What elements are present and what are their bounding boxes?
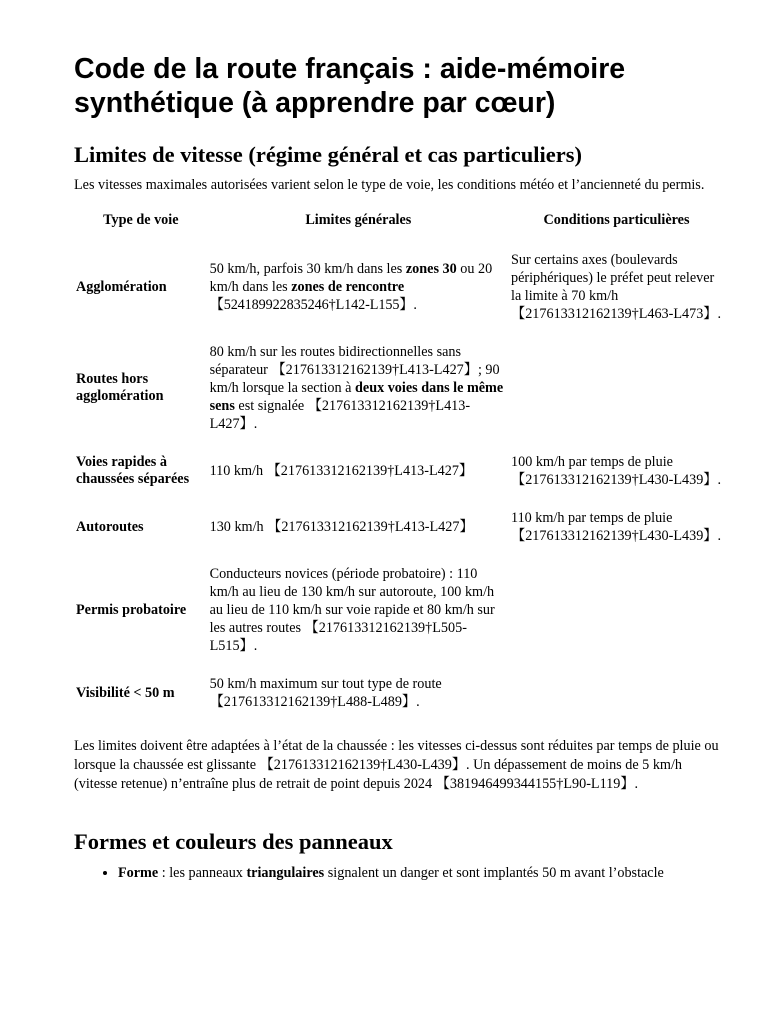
row-limits: 50 km/h maximum sur tout type de route 【217613312162139†L488-L489】. (209, 676, 442, 710)
table-row (74, 251, 724, 343)
row-conditions: Sur certains axes (boulevards périphériques) le préfet peut relever la limite à 70 km/h 【217613312162139†L463-L473】. (511, 252, 722, 322)
row-type: Agglomération (76, 278, 167, 295)
table-row (74, 675, 724, 731)
limits-text: 50 km/h, parfois 30 km/h dans les (209, 261, 406, 277)
bullet-text: signalent un danger et sont implantés 50 m avant l’obstacle (324, 865, 664, 881)
limits-text: 80 km/h sur les routes bidirectionnelles sans séparateur 【217613312162139†L413-L427】; 90 km/h lorsque la section à (209, 344, 500, 396)
column-header-limits: Limites générales (305, 212, 412, 228)
row-conditions (509, 565, 724, 675)
column-header-type: Type de voie (103, 212, 179, 228)
row-limits (208, 251, 509, 343)
row-conditions (509, 343, 724, 453)
column-header-conditions: Conditions particulières (543, 212, 690, 228)
row-limits (208, 343, 509, 453)
signs-heading: Formes et couleurs des panneaux (74, 829, 393, 854)
table-row (74, 343, 724, 453)
row-limits: 110 km/h 【217613312162139†L413-L427】 (209, 463, 474, 479)
row-conditions: 100 km/h par temps de pluie 【217613312162139†L430-L439】. (511, 454, 722, 488)
row-type: Voies rapides à chaussées séparées (76, 454, 190, 487)
speed-limits-intro: Les vitesses maximales autorisées varient selon le type de voie, les conditions météo et l’ancienneté du permis. (74, 177, 705, 193)
bullet-label: Forme (118, 865, 159, 881)
row-type: Autoroutes (76, 518, 144, 535)
bullet-text: : les panneaux (158, 865, 247, 881)
limits-text: ou 20 km/h dans les (209, 261, 493, 295)
limits-emphasis: zones 30 (405, 261, 457, 277)
table-row (74, 453, 724, 509)
table-row (74, 565, 724, 675)
row-conditions: 110 km/h par temps de pluie 【217613312162139†L430-L439】. (511, 510, 722, 544)
table-header-row (74, 211, 724, 251)
row-type: Visibilité < 50 m (76, 684, 175, 701)
limits-text: 【524189922835246†L142-L155】. (209, 297, 417, 313)
signs-list (74, 864, 724, 883)
speed-limits-table (74, 211, 724, 731)
limits-text: est signalée 【217613312162139†L413-L427】. (209, 398, 471, 432)
table-row (74, 509, 724, 565)
page-title: Code de la route français : aide-mémoire synthétique (à apprendre par cœur) (74, 53, 626, 119)
speed-limits-heading: Limites de vitesse (régime général et cas particuliers) (74, 142, 582, 167)
row-limits: Conducteurs novices (période probatoire) : 110 km/h au lieu de 130 km/h sur autoroute, 100 km/h au lieu de 110 km/h sur voie rapide et 80 km/h sur les autres routes 【217613312162139†L505-L515】. (209, 566, 495, 654)
row-type: Routes hors agglomération (76, 371, 164, 404)
limits-emphasis: deux voies dans le même sens (209, 380, 504, 414)
list-item (118, 864, 724, 883)
row-type: Permis probatoire (76, 601, 187, 618)
speed-limits-note: Les limites doivent être adaptées à l’état de la chaussée : les vitesses ci-dessus sont réduites par temps de pluie ou lorsque la chaussée est glissante 【217613312162139†L430-L439】. Un dépassement de moins de 5 km/h (vitesse retenue) n’entraîne plus de retrait de point depuis 2024 【381946499344155†L90-L119】. (74, 738, 719, 792)
bullet-emphasis: triangulaires (246, 865, 325, 881)
row-limits: 130 km/h 【217613312162139†L413-L427】 (209, 519, 474, 535)
limits-emphasis: zones de rencontre (291, 279, 405, 295)
row-conditions (509, 675, 724, 731)
